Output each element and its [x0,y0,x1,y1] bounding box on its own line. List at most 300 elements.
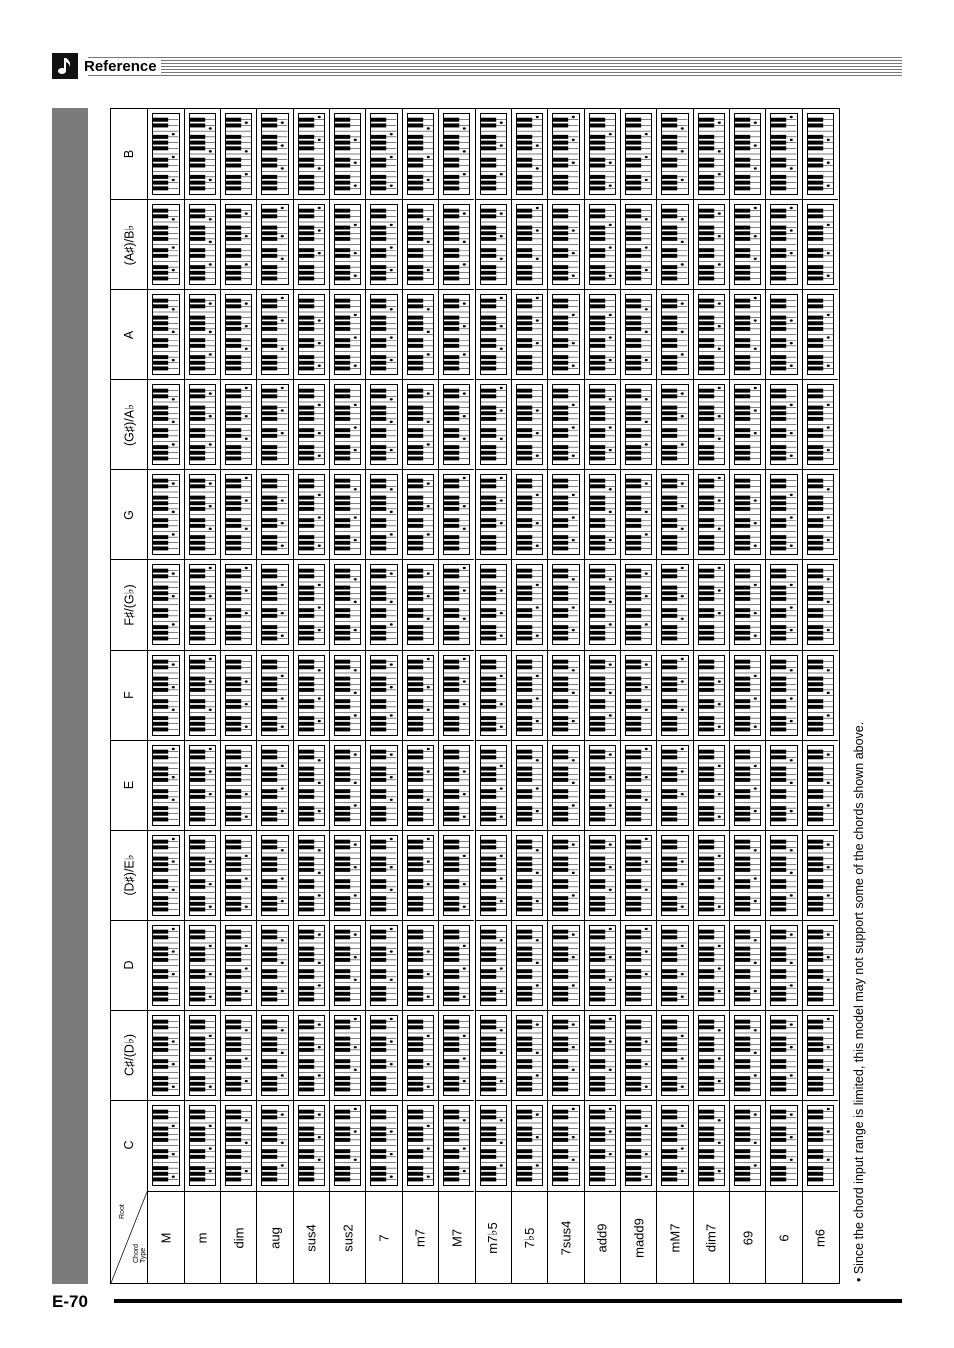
keyboard-diagram-cell [803,469,838,559]
keyboard-diagram [152,1015,179,1096]
chord-type-label [476,1191,511,1283]
keyboard-diagram [770,925,797,1006]
root-text: F [122,691,137,699]
keyboard-diagram-cell [330,1100,365,1190]
keyboard-diagram-cell [512,740,547,830]
chord-type-label [439,1191,474,1283]
keyboard-diagram [298,384,325,465]
chord-type-text: 7 [376,1233,392,1242]
keyboard-diagram-cell [294,650,329,740]
keyboard-diagram-cell [621,379,656,469]
keyboard-diagram [661,745,688,826]
keyboard-diagram-cell [585,650,620,740]
keyboard-diagram-cell [548,650,583,740]
keyboard-diagram [589,745,616,826]
keyboard-diagram [480,1015,507,1096]
keyboard-diagram [625,204,652,285]
keyboard-diagram-cell [221,920,256,1010]
chord-type-text: madd9 [631,1217,647,1258]
keyboard-diagram [152,925,179,1006]
keyboard-diagram-cell [512,289,547,379]
chord-column [584,109,620,1283]
keyboard-diagram-cell [366,920,401,1010]
keyboard-diagram [480,294,507,375]
keyboard-diagram [516,655,543,736]
keyboard-diagram-cell [330,740,365,830]
keyboard-diagram-cell [330,379,365,469]
keyboard-diagram-cell [657,379,692,469]
keyboard-diagram-cell [148,109,183,199]
chord-type-text: 7sus4 [558,1220,574,1255]
keyboard-diagram [770,564,797,645]
keyboard-diagram [661,1105,688,1186]
keyboard-diagram-cell [730,289,765,379]
root-label [111,830,147,920]
keyboard-diagram-cell [585,830,620,920]
keyboard-diagram [698,745,725,826]
keyboard-diagram-cell [185,1010,220,1100]
keyboard-diagram [807,835,834,916]
keyboard-diagram-cell [148,920,183,1010]
keyboard-diagram [661,835,688,916]
keyboard-diagram [661,655,688,736]
keyboard-diagram-cell [330,1010,365,1100]
keyboard-diagram-cell [766,559,801,649]
root-text: D [122,960,137,970]
keyboard-diagram-cell [221,109,256,199]
keyboard-diagram-cell [512,830,547,920]
chord-type-text: 69 [740,1230,756,1245]
corner-root-label: Root [119,1204,126,1219]
keyboard-diagram [516,474,543,555]
chord-type-text: add9 [594,1223,610,1252]
keyboard-diagram-cell [730,740,765,830]
keyboard-diagram-cell [512,920,547,1010]
footer-rule [114,1299,902,1303]
keyboard-diagram-cell [221,830,256,920]
keyboard-diagram-cell [766,1100,801,1190]
keyboard-diagram [698,655,725,736]
keyboard-diagram-cell [148,650,183,740]
keyboard-diagram [152,655,179,736]
root-text: (G♯)/A♭ [122,403,137,446]
chord-column [765,109,801,1283]
keyboard-diagram [370,474,397,555]
keyboard-diagram [407,564,434,645]
keyboard-diagram [698,384,725,465]
keyboard-diagram-cell [694,379,729,469]
keyboard-diagram-cell [803,1100,838,1190]
keyboard-diagram [734,925,761,1006]
keyboard-diagram [698,925,725,1006]
keyboard-diagram [807,925,834,1006]
keyboard-diagram-cell [657,740,692,830]
keyboard-diagram [480,474,507,555]
keyboard-diagram-cell [585,1010,620,1100]
keyboard-diagram-cell [366,469,401,559]
chord-type-label [621,1191,656,1283]
chord-type-text: 7♭5 [521,1227,537,1248]
keyboard-diagram-cell [439,379,474,469]
keyboard-diagram-cell [621,469,656,559]
keyboard-diagram [261,564,288,645]
keyboard-diagram-cell [766,289,801,379]
keyboard-diagram-cell [257,920,292,1010]
root-text: E [122,780,137,790]
chord-type-label [512,1191,547,1283]
keyboard-diagram [516,113,543,195]
chord-type-label [585,1191,620,1283]
chord-column [620,109,656,1283]
keyboard-diagram [152,564,179,645]
keyboard-diagram [152,745,179,826]
keyboard-diagram [625,835,652,916]
keyboard-diagram [407,925,434,1006]
keyboard-diagram [225,564,252,645]
chord-type-label [257,1191,292,1283]
chord-column [147,109,183,1283]
keyboard-diagram-cell [257,1100,292,1190]
keyboard-diagram-cell [221,289,256,379]
keyboard-diagram [625,1105,652,1186]
keyboard-diagram [516,1015,543,1096]
keyboard-diagram [807,745,834,826]
chord-type-text: m6 [812,1228,828,1247]
keyboard-diagram [625,745,652,826]
chord-column [475,109,511,1283]
keyboard-diagram [334,655,361,736]
keyboard-diagram [552,384,579,465]
keyboard-diagram-cell [366,740,401,830]
keyboard-diagram-cell [148,379,183,469]
keyboard-diagram [152,294,179,375]
keyboard-diagram-cell [439,1100,474,1190]
keyboard-diagram [770,655,797,736]
keyboard-diagram [334,113,361,195]
keyboard-diagram-cell [657,469,692,559]
keyboard-diagram-cell [221,740,256,830]
keyboard-diagram-cell [766,379,801,469]
keyboard-diagram-cell [476,559,511,649]
keyboard-diagram [661,384,688,465]
keyboard-diagram-cell [766,1010,801,1100]
keyboard-diagram [625,294,652,375]
keyboard-diagram-cell [621,199,656,289]
keyboard-diagram-cell [366,289,401,379]
keyboard-diagram [625,474,652,555]
keyboard-diagram [443,474,470,555]
keyboard-diagram-cell [548,289,583,379]
root-label [111,1100,147,1190]
keyboard-diagram-cell [185,650,220,740]
keyboard-diagram [807,294,834,375]
keyboard-diagram [189,384,216,465]
keyboard-diagram-cell [621,740,656,830]
keyboard-diagram [407,655,434,736]
keyboard-diagram-cell [476,830,511,920]
chord-column [220,109,256,1283]
keyboard-diagram-cell [476,469,511,559]
keyboard-diagram-cell [730,1100,765,1190]
chord-type-text: M [158,1232,174,1243]
keyboard-diagram [298,1015,325,1096]
section-title: Reference [84,58,161,75]
keyboard-diagram-cell [185,199,220,289]
keyboard-diagram [261,925,288,1006]
keyboard-diagram-cell [148,830,183,920]
keyboard-diagram-cell [476,199,511,289]
root-label [111,379,147,469]
keyboard-diagram [734,113,761,195]
keyboard-diagram-cell [766,109,801,199]
keyboard-diagram-cell [585,469,620,559]
corner-diagonal [111,1191,147,1283]
keyboard-diagram-cell [657,650,692,740]
keyboard-diagram-cell [548,740,583,830]
keyboard-diagram [770,474,797,555]
keyboard-diagram [807,1105,834,1186]
keyboard-diagram [552,113,579,195]
keyboard-diagram-cell [694,559,729,649]
keyboard-diagram-cell [185,1100,220,1190]
keyboard-diagram-cell [512,469,547,559]
keyboard-diagram-cell [585,740,620,830]
keyboard-diagram [734,474,761,555]
keyboard-diagram [480,384,507,465]
keyboard-diagram [261,204,288,285]
keyboard-diagram [589,1105,616,1186]
keyboard-diagram [625,1015,652,1096]
keyboard-diagram [770,204,797,285]
keyboard-diagram-cell [403,740,438,830]
keyboard-diagram [189,113,216,195]
keyboard-diagram-cell [330,199,365,289]
keyboard-diagram [334,835,361,916]
keyboard-diagram-cell [257,559,292,649]
keyboard-diagram [370,1105,397,1186]
keyboard-diagram-cell [366,109,401,199]
keyboard-diagram [734,745,761,826]
keyboard-diagram [152,384,179,465]
chord-column [256,109,292,1283]
keyboard-diagram [807,655,834,736]
keyboard-diagram [443,564,470,645]
chord-type-text: m7♭5 [485,1221,501,1254]
keyboard-diagram-cell [657,1010,692,1100]
keyboard-diagram-cell [803,379,838,469]
keyboard-diagram [298,835,325,916]
keyboard-diagram [261,1015,288,1096]
music-note-icon [52,53,78,79]
keyboard-diagram-cell [330,289,365,379]
root-text: C [122,1140,137,1150]
keyboard-diagram-cell [403,109,438,199]
keyboard-diagram-cell [512,109,547,199]
root-label [111,1010,147,1100]
keyboard-diagram-cell [403,379,438,469]
keyboard-diagram [298,1105,325,1186]
keyboard-diagram-cell [294,199,329,289]
root-text: F♯/(G♭) [122,584,137,626]
keyboard-diagram [698,294,725,375]
keyboard-diagram-cell [730,469,765,559]
chord-type-text: sus2 [340,1223,356,1252]
keyboard-diagram [443,294,470,375]
chord-type-label [803,1191,838,1283]
keyboard-diagram-cell [657,289,692,379]
keyboard-diagram [189,474,216,555]
keyboard-diagram-cell [476,109,511,199]
keyboard-diagram-cell [439,289,474,379]
chord-type-text: sus4 [303,1223,319,1252]
keyboard-diagram [225,655,252,736]
keyboard-diagram [152,835,179,916]
keyboard-diagram-cell [694,199,729,289]
root-label [111,740,147,830]
keyboard-diagram-cell [621,109,656,199]
keyboard-diagram [189,204,216,285]
keyboard-diagram [298,745,325,826]
keyboard-diagram-cell [730,830,765,920]
keyboard-diagram [298,204,325,285]
chord-column [293,109,329,1283]
keyboard-diagram-cell [694,109,729,199]
chord-type-label [221,1191,256,1283]
chord-type-label [366,1191,401,1283]
chord-column [511,109,547,1283]
root-text: G [122,509,137,520]
keyboard-diagram [334,1105,361,1186]
chord-type-label [294,1191,329,1283]
keyboard-diagram-cell [803,559,838,649]
keyboard-diagram [443,655,470,736]
keyboard-diagram [516,1105,543,1186]
keyboard-diagram [225,384,252,465]
chord-column [729,109,765,1283]
chord-type-text: mM7 [667,1223,683,1252]
keyboard-diagram-cell [148,1100,183,1190]
root-text: C♯/(D♭) [122,1034,137,1077]
chord-column [693,109,729,1283]
keyboard-diagram [807,474,834,555]
chord-type-text: 6 [776,1233,792,1242]
keyboard-diagram-cell [294,1100,329,1190]
keyboard-diagram-cell [512,379,547,469]
keyboard-diagram [189,1105,216,1186]
keyboard-diagram [334,294,361,375]
keyboard-diagram-cell [694,289,729,379]
keyboard-diagram-cell [366,199,401,289]
keyboard-diagram [225,925,252,1006]
keyboard-diagram-cell [657,830,692,920]
keyboard-diagram-cell [294,740,329,830]
keyboard-diagram [334,474,361,555]
keyboard-diagram-cell [803,289,838,379]
keyboard-diagram [698,1015,725,1096]
keyboard-diagram [480,564,507,645]
keyboard-diagram [189,925,216,1006]
keyboard-diagram [189,835,216,916]
keyboard-diagram [480,925,507,1006]
keyboard-diagram-cell [294,1010,329,1100]
keyboard-diagram-cell [439,469,474,559]
reference-header [52,53,902,79]
chord-column [547,109,583,1283]
page-number: E-70 [52,1292,88,1311]
keyboard-diagram [807,204,834,285]
chord-table [110,108,840,1284]
keyboard-diagram-cell [621,830,656,920]
root-label [111,199,147,289]
keyboard-diagram [807,1015,834,1096]
keyboard-diagram [189,655,216,736]
chord-type-label [730,1191,765,1283]
keyboard-diagram-cell [294,920,329,1010]
keyboard-diagram-cell [221,559,256,649]
keyboard-diagram-cell [403,1010,438,1100]
keyboard-diagram-cell [621,920,656,1010]
keyboard-diagram-cell [585,1100,620,1190]
keyboard-diagram [189,564,216,645]
keyboard-diagram [407,294,434,375]
chord-type-text: dim7 [703,1223,719,1252]
keyboard-diagram-cell [476,379,511,469]
keyboard-diagram [661,474,688,555]
keyboard-diagram-cell [730,199,765,289]
keyboard-diagram-cell [330,469,365,559]
keyboard-diagram-cell [294,379,329,469]
keyboard-diagram-cell [476,1100,511,1190]
keyboard-diagram-cell [803,830,838,920]
keyboard-diagram [770,1105,797,1186]
keyboard-diagram-cell [512,650,547,740]
keyboard-diagram [516,204,543,285]
keyboard-diagram-cell [766,199,801,289]
keyboard-diagram-cell [366,830,401,920]
keyboard-diagram [552,564,579,645]
keyboard-diagram [407,1015,434,1096]
keyboard-diagram-cell [548,830,583,920]
keyboard-diagram [334,745,361,826]
keyboard-diagram [225,204,252,285]
keyboard-diagram-cell [548,109,583,199]
keyboard-diagram [516,745,543,826]
keyboard-diagram-cell [439,1010,474,1100]
keyboard-diagram [552,204,579,285]
root-header-column [111,109,147,1283]
keyboard-diagram-cell [148,199,183,289]
keyboard-diagram [589,294,616,375]
chord-column [438,109,474,1283]
keyboard-diagram [334,384,361,465]
keyboard-diagram-cell [221,199,256,289]
keyboard-diagram [480,835,507,916]
keyboard-diagram-cell [403,199,438,289]
keyboard-diagram [261,294,288,375]
keyboard-diagram-cell [512,1010,547,1100]
keyboard-diagram [370,745,397,826]
keyboard-diagram [225,745,252,826]
keyboard-diagram-cell [403,289,438,379]
keyboard-diagram [443,113,470,195]
keyboard-diagram [734,835,761,916]
keyboard-diagram-cell [476,1010,511,1100]
keyboard-diagram-cell [730,1010,765,1100]
keyboard-diagram-cell [366,650,401,740]
keyboard-diagram-cell [148,740,183,830]
keyboard-diagram-cell [548,469,583,559]
keyboard-diagram [370,1015,397,1096]
